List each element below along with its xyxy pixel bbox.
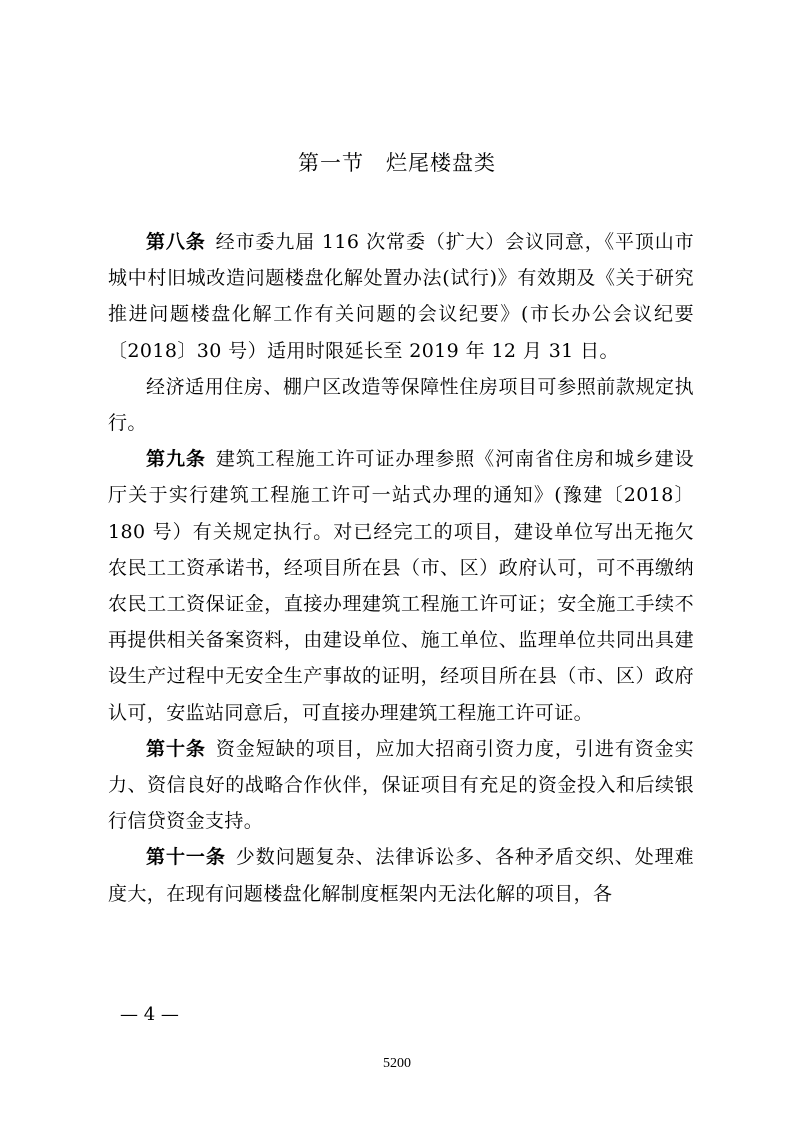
paragraph-text: 经济适用住房、棚户区改造等保障性住房项目可参照前款规定执行。 — [108, 375, 694, 435]
document-body — [108, 224, 694, 912]
article-number: 第九条 — [146, 448, 206, 471]
paragraph-text: 经市委九届 116 次常委（扩大）会议同意，《平顶山市城中村旧城改造问题楼盘化解处置办法(试行)》有效期及《关于研究推进问题楼盘化解工作有关问题的会议纪要》(市长办公会议纪要〔2018〕30 号）适用时限延长至 2019 年 12 月 31 日。 — [108, 231, 694, 362]
article-number: 第十条 — [146, 737, 206, 760]
paragraph-article-9 — [108, 441, 694, 731]
page-number: — 4 — — [120, 1004, 179, 1025]
paragraph-text: 少数问题复杂、法律诉讼多、各种矛盾交织、处理难度大，在现有问题楼盘化解制度框架内无法化解的项目，各 — [108, 846, 695, 905]
paragraph-text: 建筑工程施工许可证办理参照《河南省住房和城乡建设厅关于实行建筑工程施工许可一站式办理的通知》(豫建〔2018〕180 号）有关规定执行。对已经完工的项目，建设单位写出无拖欠农民工工资承诺书，经项目所在县（市、区）政府认可，可不再缴纳农民工工资保证金，直接办理建筑工程施工许可证；安全施工手续不再提供相关备案资料，由建设单位、施工单位、监理单位共同出具建设生产过程中无安全生产事故的证明，经项目所在县（市、区）政府认可，安监站同意后，可直接办理建筑工程施工许可证。 — [108, 448, 694, 724]
footer-code: 5200 — [383, 1056, 411, 1071]
paragraph-article-8 — [108, 224, 694, 369]
section-title: 第一节 烂尾楼盘类 — [298, 151, 496, 175]
paragraph-article-8-supplement — [108, 369, 694, 441]
paragraph-article-10 — [108, 731, 694, 840]
paragraph-text: 资金短缺的项目，应加大招商引资力度，引进有资金实力、资信良好的战略合作伙伴，保证项目有充足的资金投入和后续银行信贷资金支持。 — [108, 737, 694, 833]
paragraph-article-11 — [108, 839, 694, 911]
article-number: 第十一条 — [146, 846, 226, 869]
article-number: 第八条 — [146, 231, 206, 253]
